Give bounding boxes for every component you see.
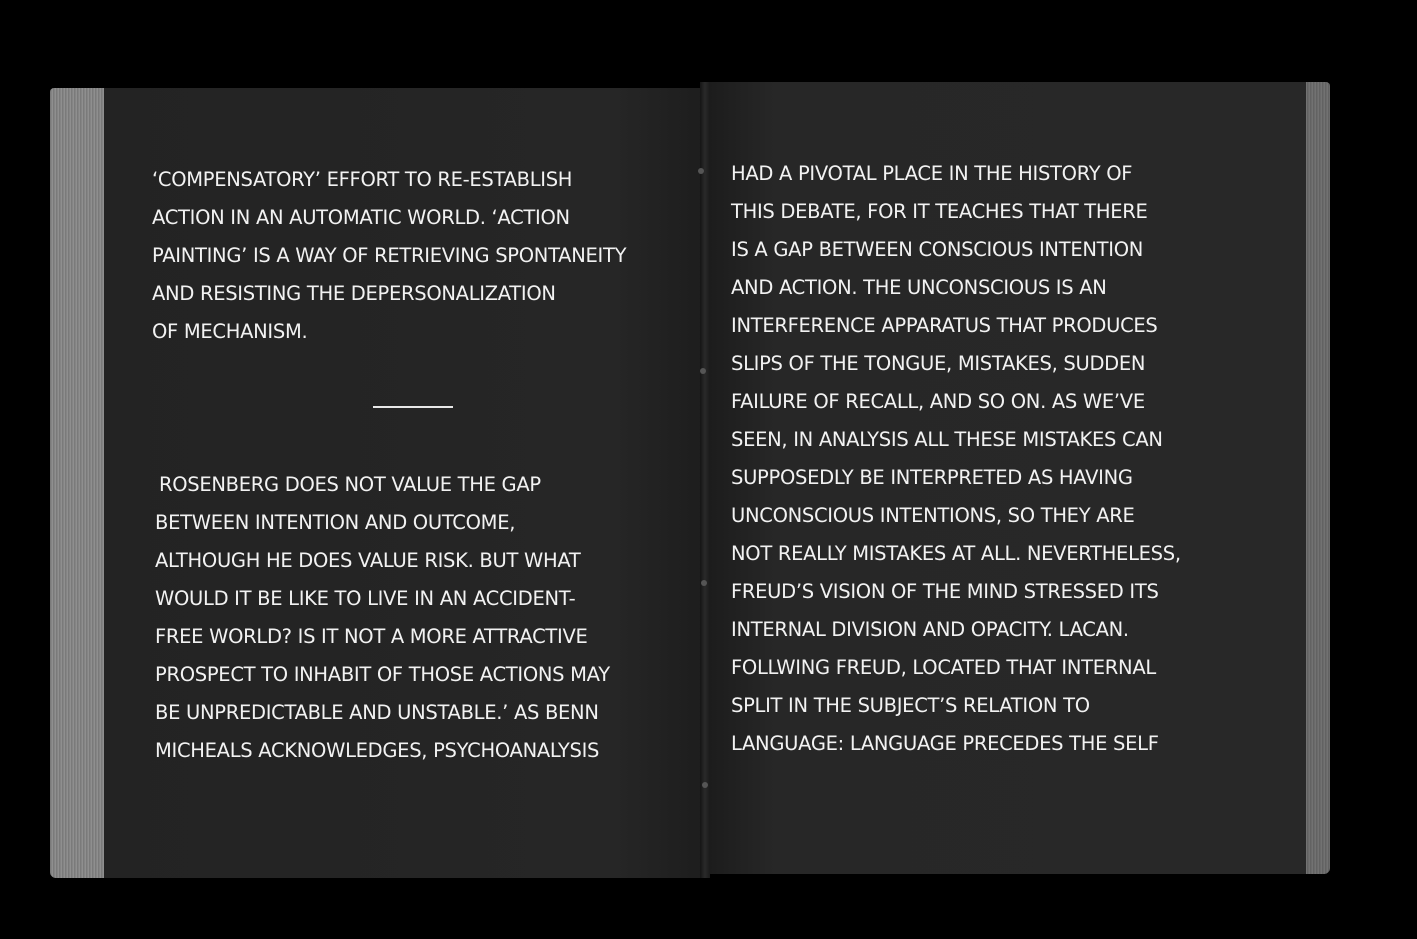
text-line: PROSPECT TO INHABIT OF THOSE ACTIONS MAY [155, 663, 610, 686]
text-line: SEEN, IN ANALYSIS ALL THESE MISTAKES CAN [731, 428, 1163, 451]
text-line: AND ACTION. THE UNCONSCIOUS IS AN [731, 276, 1107, 299]
text-line: ALTHOUGH HE DOES VALUE RISK. BUT WHAT [155, 549, 581, 572]
text-line: ‘COMPENSATORY’ EFFORT TO RE-ESTABLISH [152, 168, 573, 191]
text-line: AND RESISTING THE DEPERSONALIZATION [152, 282, 556, 305]
text-line: INTERNAL DIVISION AND OPACITY. LACAN. [731, 618, 1129, 641]
text-line: BE UNPREDICTABLE AND UNSTABLE.’ AS BENN [155, 701, 599, 724]
text-line: HAD A PIVOTAL PLACE IN THE HISTORY OF [731, 162, 1133, 185]
left-paragraph-2 [155, 466, 610, 770]
text-line: IS A GAP BETWEEN CONSCIOUS INTENTION [731, 238, 1144, 261]
text-line: FAILURE OF RECALL, AND SO ON. AS WE’VE [731, 390, 1145, 413]
text-line: THIS DEBATE, FOR IT TEACHES THAT THERE [731, 200, 1148, 223]
left-paragraph-1 [152, 161, 626, 351]
text-line: FOLLWING FREUD, LOCATED THAT INTERNAL [731, 656, 1156, 679]
text-line: SLIPS OF THE TONGUE, MISTAKES, SUDDEN [731, 352, 1146, 375]
text-line: NOT REALLY MISTAKES AT ALL. NEVERTHELESS, [731, 542, 1181, 565]
text-line: SUPPOSEDLY BE INTERPRETED AS HAVING [731, 466, 1133, 489]
text-line: UNCONSCIOUS INTENTIONS, SO THEY ARE [731, 504, 1135, 527]
text-line: INTERFERENCE APPARATUS THAT PRODUCES [731, 314, 1158, 337]
text-line: PAINTING’ IS A WAY OF RETRIEVING SPONTANEITY [152, 244, 627, 267]
text-line: SPLIT IN THE SUBJECT’S RELATION TO [731, 694, 1090, 717]
text-line: ROSENBERG DOES NOT VALUE THE GAP [159, 473, 541, 496]
text-line: BETWEEN INTENTION AND OUTCOME, [155, 511, 516, 534]
book-gutter [700, 82, 710, 878]
section-divider [373, 406, 453, 408]
binding-stitch [700, 368, 706, 374]
binding-stitch [701, 580, 707, 586]
text-line: FREE WORLD? IS IT NOT A MORE ATTRACTIVE [155, 625, 588, 648]
text-line: FREUD’S VISION OF THE MIND STRESSED ITS [731, 580, 1159, 603]
text-line: MICHEALS ACKNOWLEDGES, PSYCHOANALYSIS [155, 739, 600, 762]
text-line: WOULD IT BE LIKE TO LIVE IN AN ACCIDENT- [155, 587, 576, 610]
left-page-edges [50, 88, 106, 878]
text-line: ACTION IN AN AUTOMATIC WORLD. ‘ACTION [152, 206, 570, 229]
right-paragraph-1 [731, 155, 1181, 763]
binding-stitch [702, 782, 708, 788]
binding-stitch [698, 168, 704, 174]
text-line: LANGUAGE: LANGUAGE PRECEDES THE SELF [731, 732, 1159, 755]
text-line: OF MECHANISM. [152, 320, 308, 343]
